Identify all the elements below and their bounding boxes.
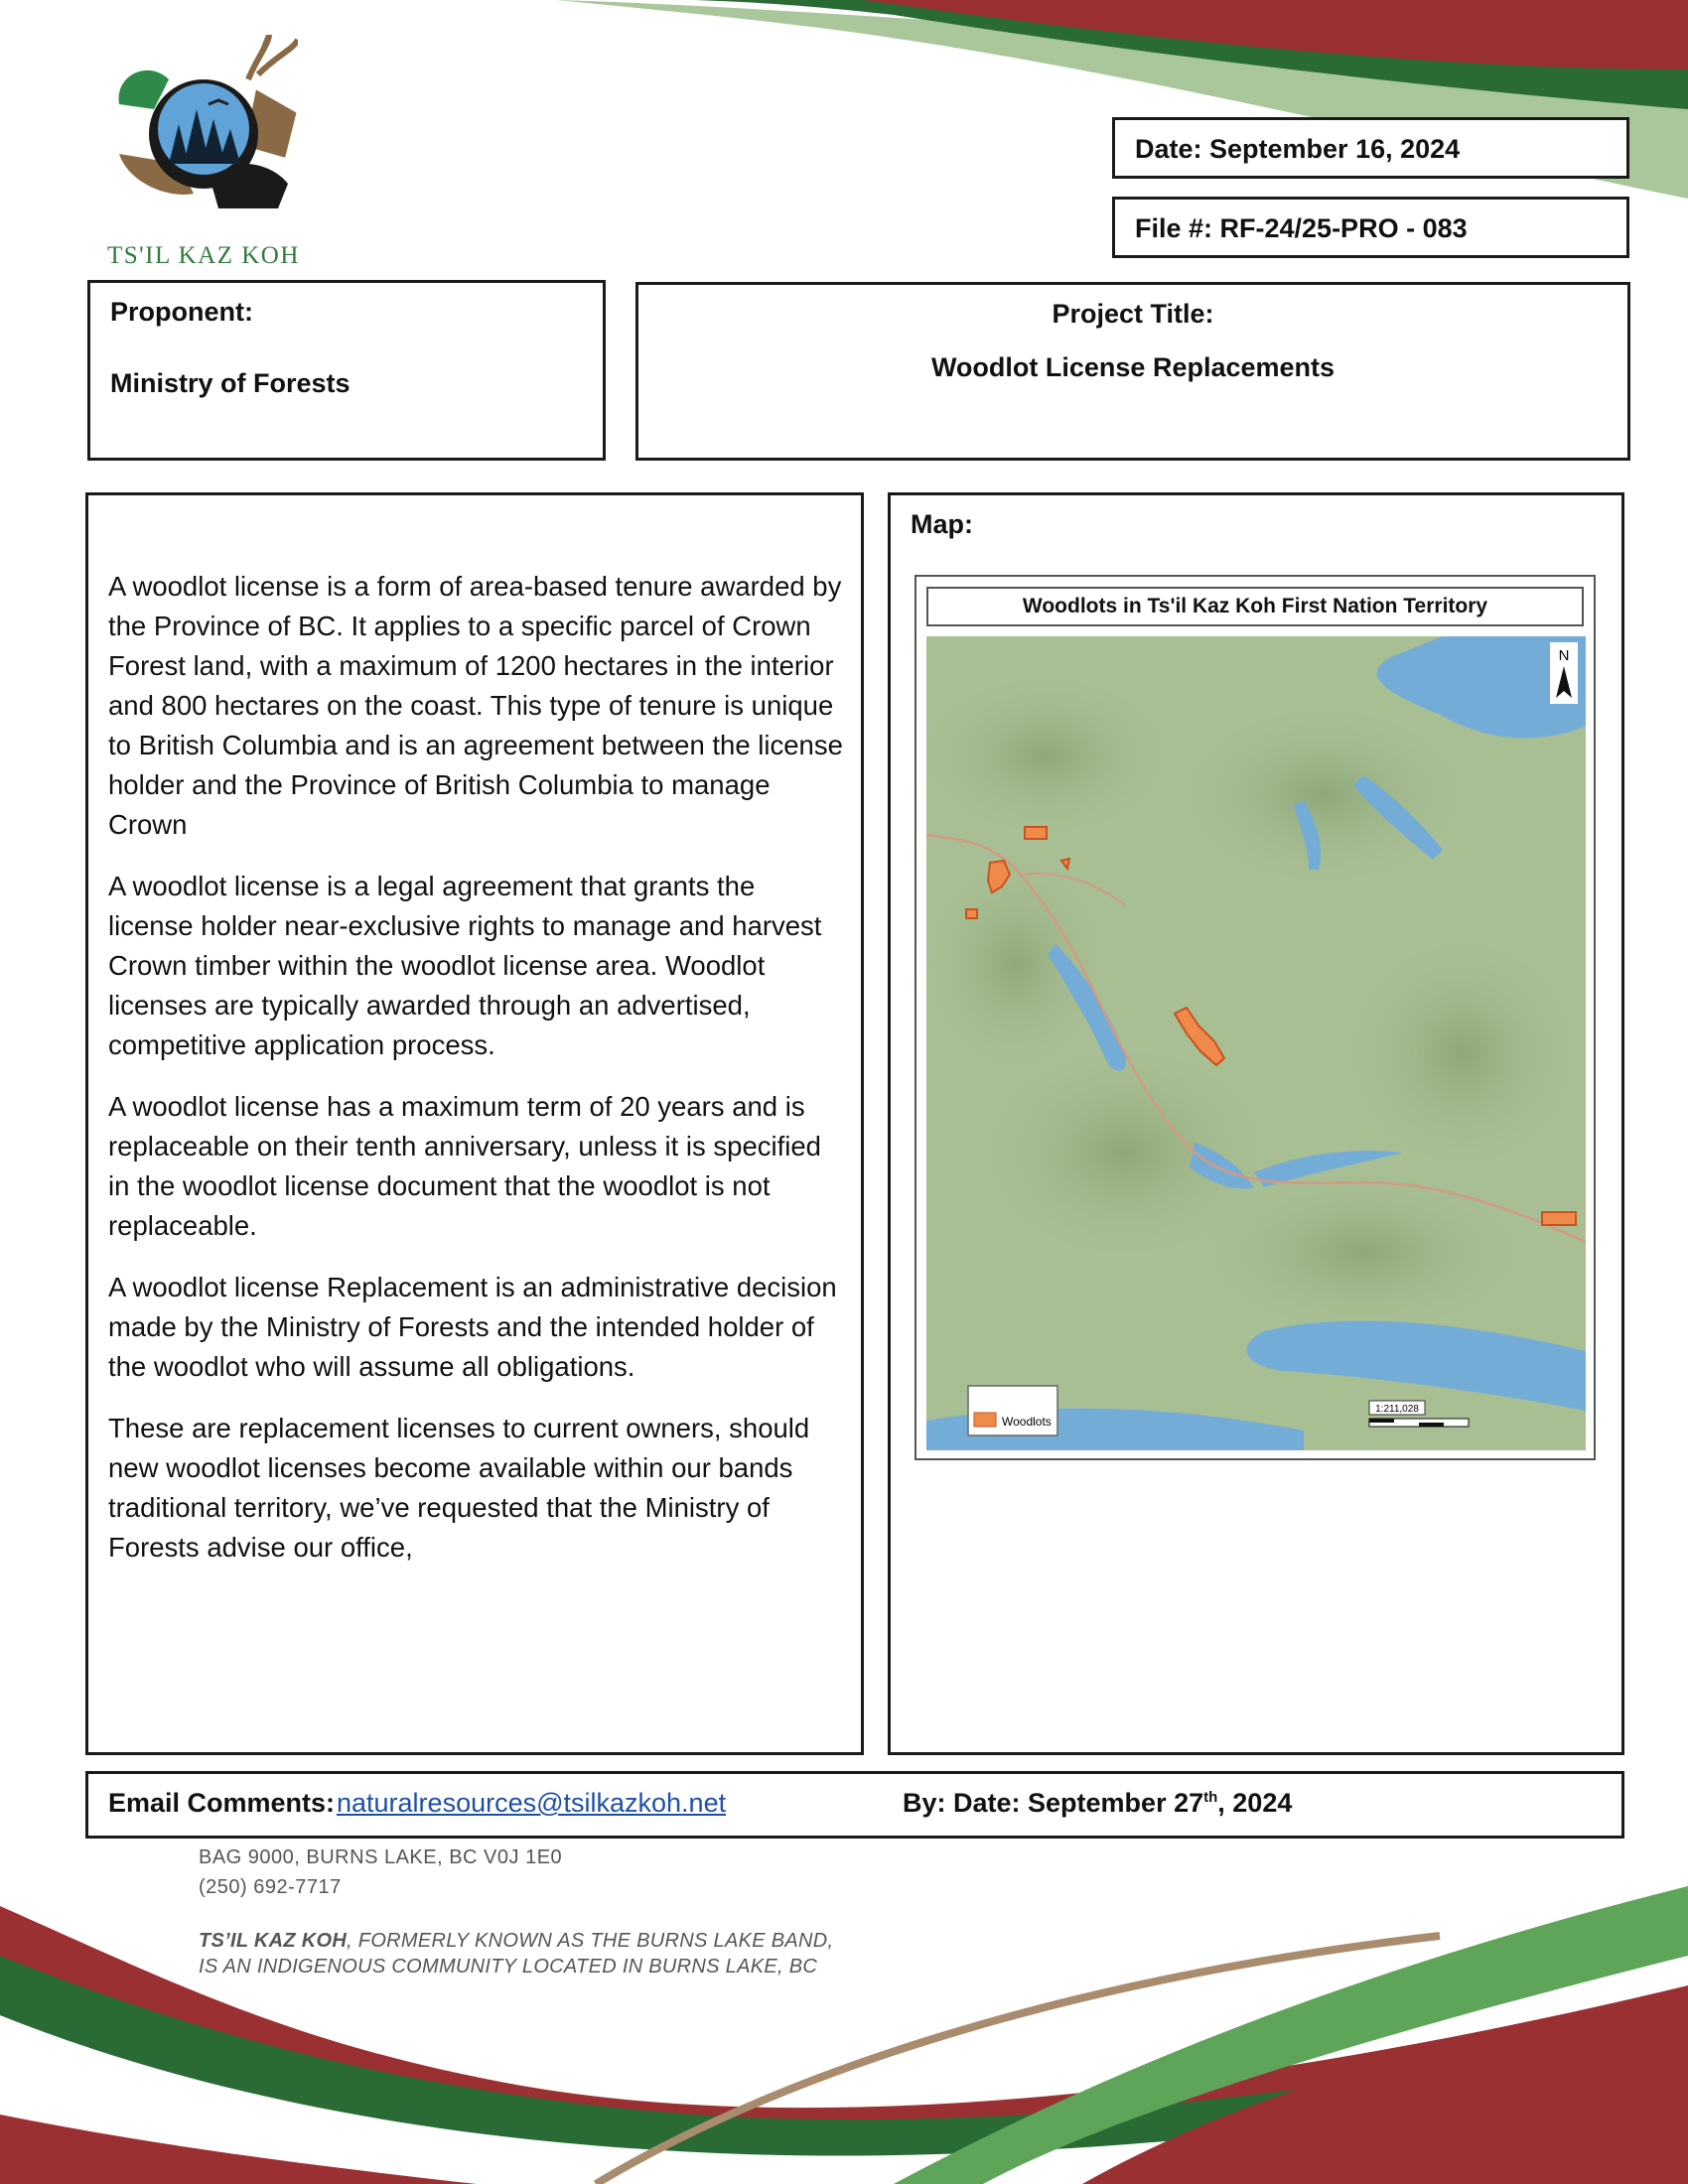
proponent-section xyxy=(87,280,606,461)
woodlot-polygon xyxy=(966,909,977,918)
paragraph: A woodlot license is a form of area-based tenure awarded by the Province of BC. It applies to a specific parcel of Crown Forest land, with a maximum of 1200 hectares in the interior and 800 hectares on the coast. This type of tenure is unique to British Columbia and is an agreement between the license holder and the Province of British Columbia to manage Crown xyxy=(108,571,843,840)
description-text xyxy=(108,567,843,1589)
project-title-section xyxy=(635,282,1630,461)
paragraph: These are replacement licenses to current owners, should new woodlot licenses become available within our bands traditional territory, we’ve requested that the Ministry of Forests advise our office, xyxy=(108,1413,810,1563)
scale-label: 1:211,028 xyxy=(1375,1404,1419,1415)
deadline-suffix: , 2024 xyxy=(1217,1788,1293,1818)
woodlot-map xyxy=(926,636,1586,1450)
map-title: Woodlots in Ts'il Kaz Koh First Nation Territory xyxy=(926,587,1584,626)
paragraph: A woodlot license is a legal agreement that grants the license holder near-exclusive rights to manage and harvest Crown timber within the woodlot license area. Woodlot licenses are typically awarded through an advertised, competitive application process. xyxy=(108,871,822,1060)
tsil-kaz-koh-logo xyxy=(99,35,298,213)
file-number-field xyxy=(1112,197,1629,258)
paragraph: A woodlot license has a maximum term of 20 years and is replaceable on their tenth anniversary, unless it is specified in the woodlot license document that the woodlot is not replaceable. xyxy=(108,1091,821,1241)
phone-line: (250) 692-7717 xyxy=(199,1876,342,1898)
project-title-label: Project Title: xyxy=(1052,299,1214,329)
tagline-name: TS’IL KAZ KOH xyxy=(199,1930,348,1952)
map-label: Map: xyxy=(911,509,973,539)
north-arrow-label: N xyxy=(1558,647,1570,664)
date-field xyxy=(1112,117,1629,179)
deadline-prefix: By: Date: September 27 xyxy=(903,1788,1204,1818)
project-title-value: Woodlot License Replacements xyxy=(930,352,1336,382)
legend-label: Woodlots xyxy=(1002,1415,1052,1429)
proponent-label: Proponent: xyxy=(110,297,253,327)
email-label: Email Comments: xyxy=(108,1788,336,1818)
description-section xyxy=(85,492,864,1755)
comments-bar xyxy=(85,1771,1624,1839)
map-section xyxy=(888,492,1624,1755)
footer-swoosh-decoration xyxy=(0,1866,1688,2184)
file-number-text: File #: RF-24/25-PRO - 083 xyxy=(1135,213,1468,243)
map-figure xyxy=(914,575,1596,1460)
woodlot-polygon xyxy=(1542,1212,1576,1225)
tagline-continued: IS AN INDIGENOUS COMMUNITY LOCATED IN BURNS LAKE, BC xyxy=(199,1956,818,1978)
address-line: BAG 9000, BURNS LAKE, BC V0J 1E0 xyxy=(199,1846,563,1868)
deadline-ordinal: th xyxy=(1203,1789,1218,1806)
woodlot-polygon xyxy=(1025,827,1047,839)
paragraph: A woodlot license Replacement is an administrative decision made by the Ministry of Forests and the intended holder of the woodlot who will assume all obligations. xyxy=(108,1272,837,1382)
legend-swatch xyxy=(974,1413,996,1427)
logo-wordmark: TS'IL KAZ KOH xyxy=(107,242,300,269)
date-text: Date: September 16, 2024 xyxy=(1135,134,1461,164)
email-link[interactable]: naturalresources@tsilkazkoh.net xyxy=(337,1788,727,1818)
proponent-value: Ministry of Forests xyxy=(110,368,351,398)
tagline-text: , FORMERLY KNOWN AS THE BURNS LAKE BAND, xyxy=(347,1930,834,1952)
comment-deadline xyxy=(903,1788,1292,1819)
